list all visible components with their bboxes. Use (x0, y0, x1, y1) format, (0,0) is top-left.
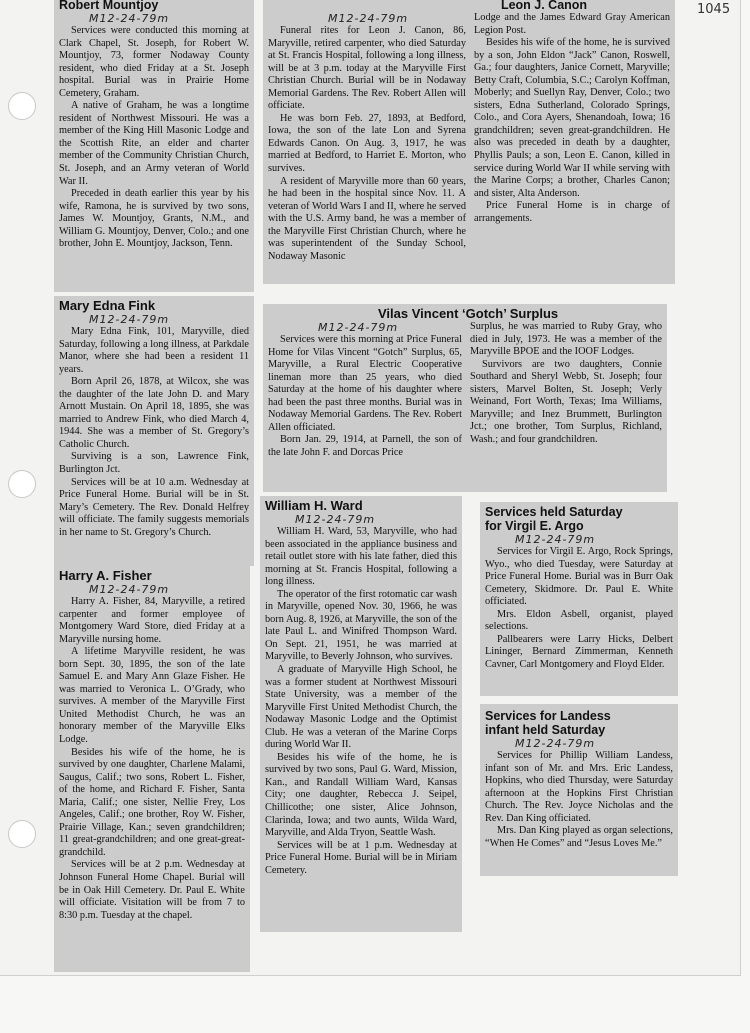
handwritten-date: M12-24-79m (328, 12, 409, 25)
obit-paragraph: Besides his wife of the home, he is survived by a son, John Eldon “Jack” Canon, Roswell, Ga.; four daughters, Janice Cornett, Maryville; Betty Craft, Columbia, S.C.; Carolyn Koffman, Moberly; and Suellyn Ray, Denver, Colo.; two sisters, Edna Sutherland, Colorado Springs, Colo., and Cora Ayers, Shenandoah, Iowa; 16 grandchildren; seven great-grandchildren. He also was preceded in death by a daughter, Phyllis Pauls; a son, Leon E. Canon, killed in service during World War II while serving with the Marine Corps; a brother, Charles Canon; and sister, Alta Anderson. (474, 37, 670, 199)
clipping-surplus (263, 304, 667, 492)
obit-paragraph: Born April 26, 1878, at Wilcox, she was the daughter of the late John D. and Mary Arnott Mustain. On April 18, 1895, she was married to Andrew Fink, who died March 4, 1944. She was a member of St. Gregory’s Catholic Church. (59, 376, 249, 450)
obit-paragraph: Survivors are two daughters, Connie Southard and Sheryl Webb, St. Joseph; four sisters, Marvel Bolten, St. Joseph; Verly Weinand, Fort Worth, Texas; Ima Williams, Maryville; and Inez Brummett, Burlington Jct.; one brother, Tom Surplus, Richland, Wash.; and four grandchildren. (470, 358, 662, 445)
obit-title-line1: Services for Landess (485, 709, 611, 723)
obit-paragraph: A native of Graham, he was a longtime resident of Northwest Missouri. He was a member of the King Hill Masonic Lodge and the Scottish Rite, an elder and charter member of the Community Christian Church, St. Joseph, and an Army veteran of World War II. (59, 100, 249, 187)
obit-paragraph: William H. Ward, 53, Maryville, who had been associated in the appliance business and retail outlet store with his late father, died this morning at St. Francis Hospital, following a long illness. (265, 526, 457, 588)
obit-title: Leon J. Canon (500, 0, 588, 12)
obit-column-left (268, 321, 462, 459)
obit-column-right (470, 321, 662, 459)
obit-paragraph: Services were this morning at Price Funeral Home for Vilas Vincent “Gotch” Surplus, 65, Maryville, a Rural Electric Cooperative lineman more than 25 years, who died Saturday at the home of his daughter where had been the past three months. Burial was in Nodaway Memorial Gardens. The Rev. Robert Allen officiated. (268, 334, 462, 433)
clipping-argo (480, 502, 678, 696)
obit-paragraph: Price Funeral Home is in charge of arrangements. (474, 200, 670, 224)
obit-paragraph: Preceded in death earlier this year by his wife, Ramona, he is survived by two sons, James W. Mountjoy, Grants, N.M., and William G. Mountjoy, Denver, Colo.; and one brother, John E. Mountjoy, Jackson, Tenn. (59, 188, 249, 250)
clipping-fink (54, 296, 254, 566)
obit-title: Vilas Vincent ‘Gotch’ Surplus (378, 306, 559, 321)
handwritten-date: M12-24-79m (89, 12, 170, 25)
obit-paragraph: Harry A. Fisher, 84, Maryville, a retired carpenter and former employee of Montgomery Ward Store, died Friday at a Maryville nursing home. (59, 596, 245, 645)
obit-paragraph: Mrs. Eldon Asbell, organist, played selections. (485, 608, 673, 633)
obit-paragraph: A graduate of Maryville High School, he was a former student at Northwest Missouri State University, was a member of the Maryville First United Methodist Church, the Nodaway Masonic Lodge and the Optimist Club. He was a veteran of the Marine Corps during World War II. (265, 664, 457, 751)
obit-paragraph: Besides his wife of the home, he is survived by one daughter, Charlene Malami, Saugus, Calif.; two sons, Robert L. Fisher, of the home, and Richard F. Fisher, Santa Maria, Calif.; one sister, Nellie Frey, Los Angeles, Calif.; one brother, Roy W. Fisher, Prairie Village, Kan.; seven grandchildren; 11 great-grandchildren; and one great-great-grandchild. (59, 746, 245, 858)
clipping-canon (263, 0, 675, 284)
binder-hole-middle (8, 470, 36, 498)
obit-paragraph: A resident of Maryville more than 60 years, he had been in the hospital since Nov. 11. A veteran of World Wars I and II, where he served with the U.S. Army band, he was a member of the Maryville First Christian Church, where he was superintendent of the Sunday School, Nodaway Masonic (268, 175, 466, 262)
handwritten-date: M12-24-79m (89, 583, 170, 596)
obit-title-line1: Services held Saturday (485, 505, 623, 519)
obit-title: Mary Edna Fink (59, 298, 156, 313)
obit-paragraph: Services for Phillip William Landess, infant son of Mr. and Mrs. Eric Landess, Hopkins, who died Thursday, were Saturday afternoon at the Hopkins First Christian Church. The Rev. Joyce Nicholas and the Rev. Dan King officiated. (485, 750, 673, 824)
obit-title-line2: for Virgil E. Argo (485, 519, 584, 533)
handwritten-date: M12-24-79m (295, 513, 376, 526)
obit-paragraph: The operator of the first rotomatic car wash in Maryville, opened Nov. 30, 1966, he was born Aug. 8, 1926, at Maryville, the son of the late Paul L. and Winifred Thompson Ward. On Sept. 21, 1951, he was married at Maryville, to Beverly Johnson, who survives. (265, 588, 457, 663)
page-number: 1045 (697, 2, 731, 17)
obit-paragraph: Surviving is a son, Lawrence Fink, Burlington Jct. (59, 451, 249, 476)
clipping-fisher (54, 566, 250, 972)
handwritten-date: M12-24-79m (89, 313, 170, 326)
obit-paragraph: Lodge and the James Edward Gray American Legion Post. (474, 12, 670, 36)
obit-paragraph: Born Jan. 29, 1914, at Parnell, the son of the late John F. and Dorcas Price (268, 434, 462, 458)
clipping-mountjoy (54, 0, 254, 292)
handwritten-date: M12-24-79m (515, 737, 596, 750)
obit-paragraph: A lifetime Maryville resident, he was born Sept. 30, 1895, the son of the late Samuel E. and Mary Ann Glaze Fisher. He was married to Veronica L. O’Grady, who survives. A member of the Maryville First United Methodist Church, he was an honorary member of the Maryville Elks Lodge. (59, 646, 245, 746)
obit-paragraph: Pallbearers were Larry Hicks, Delbert Lininger, Bernard Zimmerman, Kenneth Cavner, Carl Montgomery and Floyd Elder. (485, 633, 673, 670)
clipping-landess (480, 704, 678, 876)
obit-column-right (474, 12, 670, 263)
obit-paragraph: Services will be at 1 p.m. Wednesday at Price Funeral Home. Burial will be in Miriam Cemetery. (265, 839, 457, 876)
obit-column-left (268, 12, 466, 263)
handwritten-date: M12-24-79m (318, 321, 399, 334)
clipping-ward (260, 496, 462, 932)
obit-paragraph: Services will be at 10 a.m. Wednesday at Price Funeral Home. Burial will be in St. Mary’s Cemetery. The Rev. Donald Helfrey will officiate. The family suggests memorials in her name to St. Gregory’s Church. (59, 476, 249, 538)
obit-paragraph: Services were conducted this morning at Clark Chapel, St. Joseph, for Robert W. Mountjoy, 73, former Nodaway County resident, who died Friday at a St. Joseph hospital. Burial was in Prairie Home Cemetery, Graham. (59, 25, 249, 99)
obit-title: Harry A. Fisher (59, 568, 152, 583)
obit-title: Robert Mountjoy (59, 0, 159, 12)
binder-hole-top (8, 92, 36, 120)
obit-paragraph: Funeral rites for Leon J. Canon, 86, Maryville, retired carpenter, who died Saturday at St. Francis Hospital, following a long illness, will be at 3 p.m. today at the Maryville First Christian Church. Burial will be in Nodaway Memorial Gardens. The Rev. Robert Allen will officiate. (268, 25, 466, 112)
obit-paragraph: Surplus, he was married to Ruby Gray, who died in July, 1973. He was a member of the Maryville BPOE and the IOOF Lodges. (470, 321, 662, 358)
obit-paragraph: Besides his wife of the home, he is survived by two sons, Paul G. Ward, Mission, Kan., and Randall William Ward, Kansas City; one daughter, Rebecca J. Seipel, Chillicothe; one sister, Alice Johnson, Clarinda, Iowa; and two aunts, Wilda Ward, Maryville, and Alda Tryon, Seattle Wash. (265, 751, 457, 839)
obit-paragraph: Services for Virgil E. Argo, Rock Springs, Wyo., who died Tuesday, were Saturday at Price Funeral Home. Burial was in Burr Oak Cemetery, Skidmore. Dr. Paul E. White officiated. (485, 546, 673, 608)
obit-paragraph: Services will be at 2 p.m. Wednesday at Johnson Funeral Home Chapel. Burial will be in Oak Hill Cemetery. Dr. Paul E. White will officiate. Visitation will be from 7 to 8:30 p.m. Tuesday at the chapel. (59, 859, 245, 921)
obit-title: William H. Ward (265, 498, 363, 513)
binder-hole-bottom (8, 820, 36, 848)
obit-paragraph: Mary Edna Fink, 101, Maryville, died Saturday, following a long illness, at Parkdale Manor, where she had been a resident 11 years. (59, 326, 249, 375)
obit-paragraph: Mrs. Dan King played as organ selections, “When He Comes” and “Jesus Loves Me.” (485, 825, 673, 849)
obit-paragraph: He was born Feb. 27, 1893, at Bedford, Iowa, the son of the late Lon and Syrena Edwards Canon. On Aug. 3, 1917, he was married at Bedford, to Harriet E. Morton, who survives. (268, 112, 466, 175)
handwritten-date: M12-24-79m (515, 533, 596, 546)
obit-title-line2: infant held Saturday (485, 723, 606, 737)
